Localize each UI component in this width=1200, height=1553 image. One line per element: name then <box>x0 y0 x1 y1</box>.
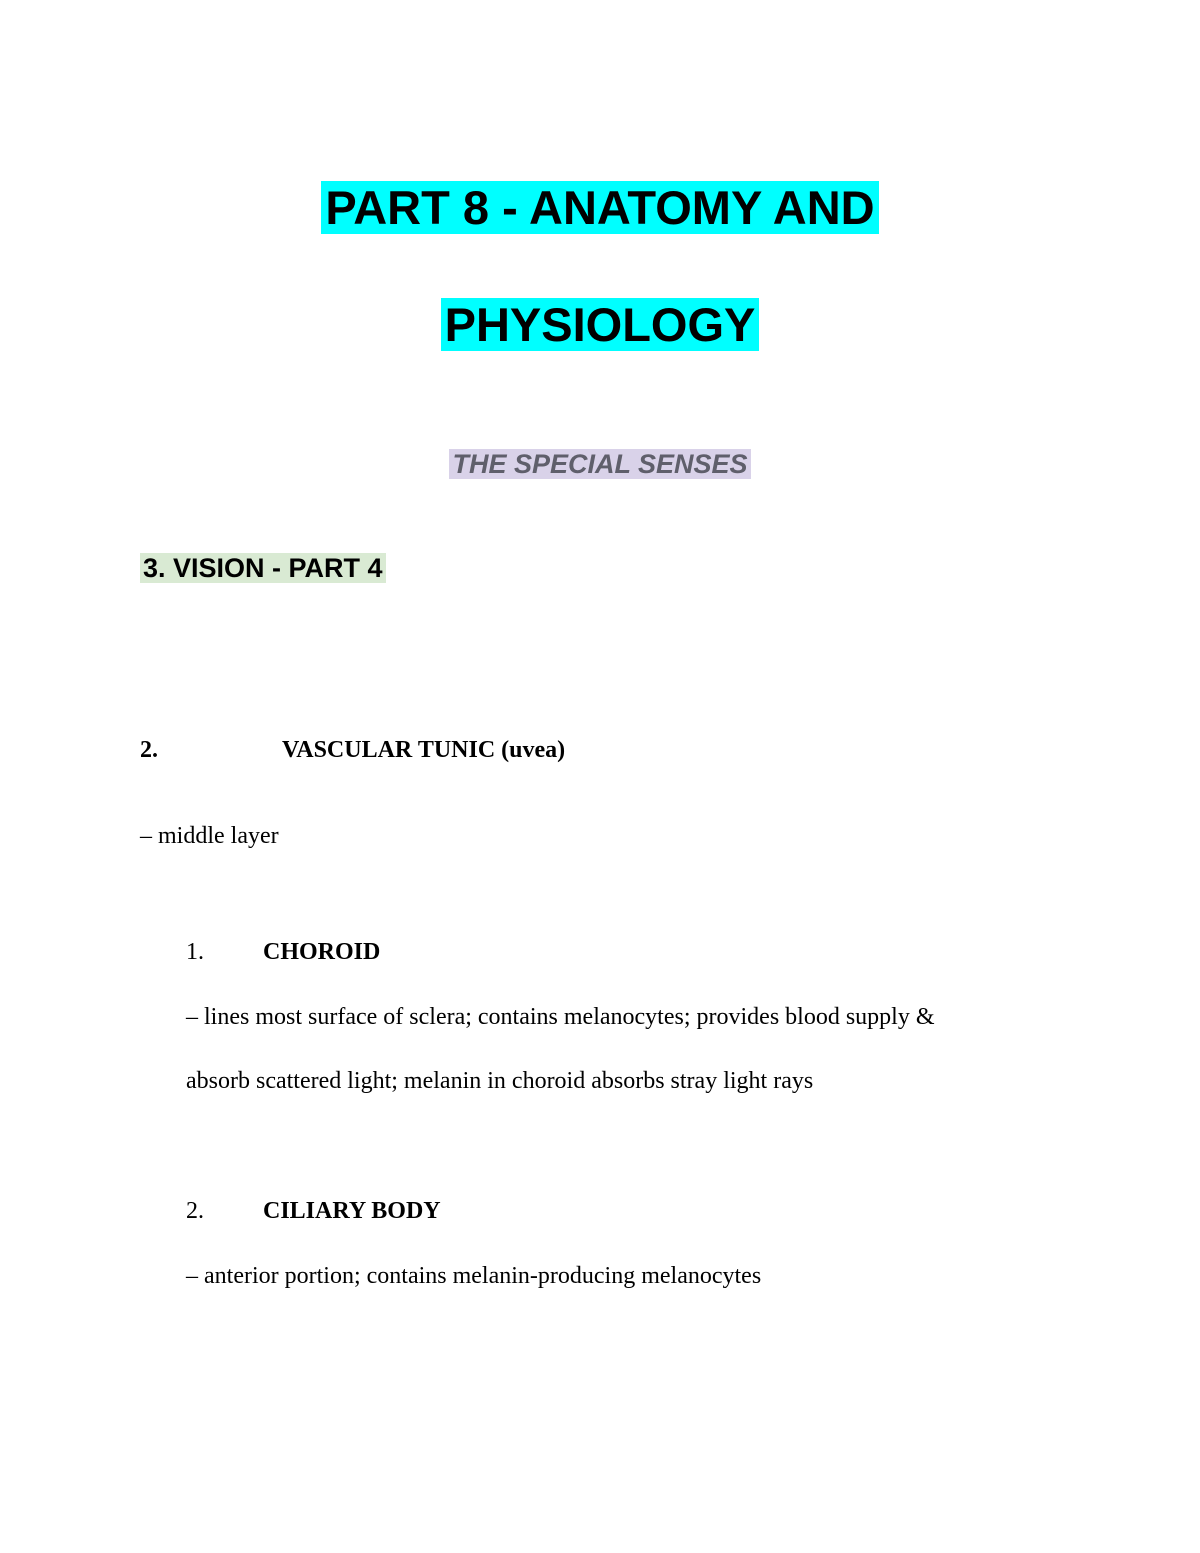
main-item-description: – middle layer <box>140 823 279 849</box>
sub-item-2-label: CILIARY BODY <box>263 1198 441 1224</box>
main-item-number: 2. <box>140 737 158 763</box>
sub-item-2-number: 2. <box>186 1198 204 1224</box>
sub-item-1-label: CHOROID <box>263 939 381 965</box>
subtitle-text: THE SPECIAL SENSES <box>449 449 750 479</box>
section-heading-text: 3. VISION - PART 4 <box>140 553 386 583</box>
title-text-1: PART 8 - ANATOMY AND <box>321 181 878 234</box>
sub-item-2-line-1: – anterior portion; contains melanin-producing melanocytes <box>186 1263 762 1289</box>
main-item-label: VASCULAR TUNIC (uvea) <box>282 737 566 763</box>
title-text-2: PHYSIOLOGY <box>441 298 760 351</box>
sub-item-1-number: 1. <box>186 939 204 965</box>
title-line-1 <box>0 178 1200 238</box>
section-heading <box>140 550 386 586</box>
sub-item-1-line-1: – lines most surface of sclera; contains melanocytes; provides blood supply & <box>186 1004 935 1030</box>
title-line-2 <box>0 295 1200 355</box>
subtitle <box>0 446 1200 482</box>
sub-item-1-line-2: absorb scattered light; melanin in choroid absorbs stray light rays <box>186 1068 814 1094</box>
